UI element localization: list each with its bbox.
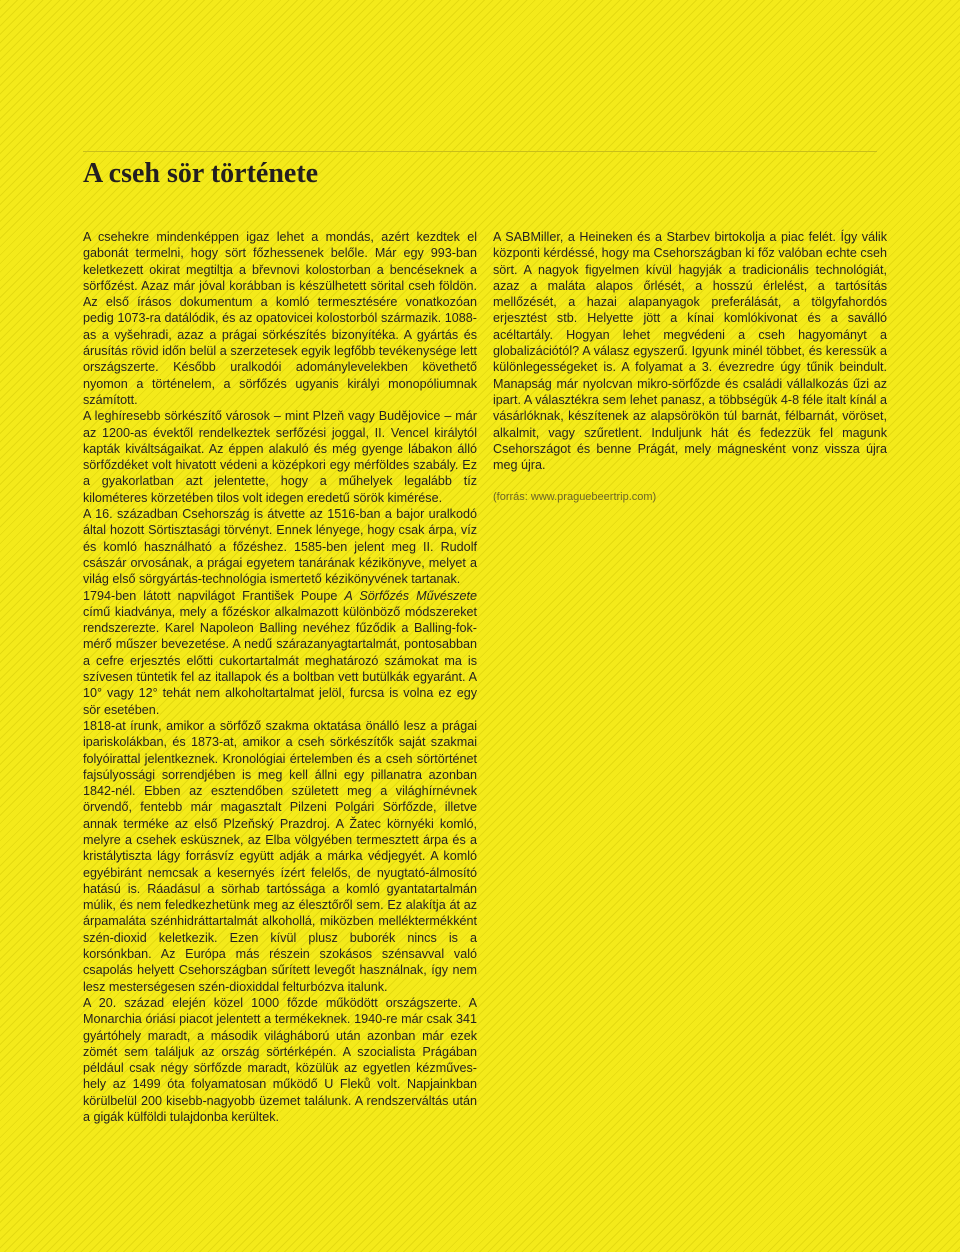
right-column bbox=[493, 229, 887, 506]
book-title: A Sörfőzés Művészete bbox=[344, 588, 477, 603]
paragraph-19th-century: 1818-at írunk, amikor a sörfőző szakma oktatása önálló lesz a prágai ipariskolákban, és 1873-at, amikor a cseh sörkészítők saját szakmai folyóirattal jelentkeznek. Kronológiai értelemben és a cseh sörtörténet fajsúlyossági sorrendjében is meg kell állni egy pillanatra azonban 1842-nél. Ebben az esztendőben született meg a világhírnévnek örvendő, fentebb már magasztalt Pilzeni Polgári Sörfőzde, illetve annak terméke az első Plzeňský Prazdroj. A Žatec környéki komló, melyre a csehek esküsznek, az Elba völgyében termesztett árpa és a kristálytiszta lágy forrásvíz együtt adják a márka védjegyét. A komló egyébiránt nemcsak a kesernyés ízért felelős, de nyugtató-álmosító hatású is. Ráadásul a sörhab tartóssága a komló gyantatartalmán múlik, és nem feledkezhetünk meg az élesztőről sem. Ez alakítja át az árpamaláta szénhidráttartalmát alkohollá, miközben melléktermékként szén-dioxid keletkezik. Ezen kívül plusz buborék nincs is a korsónkban. Az Európa más részein szokásos szénsavval való csapolás helyett Csehországban sűrített levegőt használnak, így nem lesz mesterségesen szén-dioxiddal felturbózva italunk. bbox=[83, 718, 477, 994]
page-title: A cseh sör története bbox=[83, 158, 319, 189]
left-column bbox=[83, 229, 477, 1125]
paragraph-market-today: A SABMiller, a Heineken és a Starbev birtokolja a piac felét. Így válik központi kérdéssé, hogy ma Csehországban ki főz valóban echte cseh sört. A nagyok figyelmen kívül hagyják a tradicionális technológiát, azaz a maláta alapos őrlését, a hosszú érlelést, a tartósítás mellőzését, a hazai alapanyagok preferálását, a tölgyfahordós erjesztést stb. Helyette jött a kínai komlókivonat és a saválló acéltartály. Hogyan lehet megvédeni a cseh hagyományt a globalizációtól? A válasz egyszerű. Igyunk minél többet, és keressük a különlegességeket is. A folyamat a 3. évezredre úgy tűnik beindult. Manapság már nyolcvan mikro-sörfőzde és családi vállalkozás űzi az ipart. A választékra sem lehet panasz, a többségük 4-8 féle italt kínál a vásárlóknak, készítenek az alapsörökön túl barnát, félbarnát, vöröset, alkalmit, vagy szűretlent. Induljunk hát és fedezzük fel magunk Csehországot és benne Prágát, mely mágnesként vonz vissza újra meg újra. bbox=[493, 230, 887, 473]
paragraph-1794 bbox=[83, 588, 477, 718]
p4-text-before: 1794-ben látott napvilágot František Poupe bbox=[83, 588, 345, 603]
paragraph-20th-century: A 20. század elején közel 1000 főzde működött országszerte. A Monarchia óriási piacot jelentett a termékeknek. 1940-re már csak 341 gyártóhely maradt, a második világháború után azonban már ezek zömét sem találjuk az ország sörtérképén. A szocialista Prágában például csak négy sörfőzde maradt, közülük az egyetlen kézműves-hely az 1499 óta folyamatosan működő U Fleků volt. Napjainkban körülbelül 200 kisebb-nagyobb üzemet találunk. A rendszerváltás után a gigák külföldi tulajdonba kerültek. bbox=[83, 995, 477, 1125]
p4-text-after: című kiadványa, mely a főzéskor alkalmazott különböző módszereket rendszerezte. Karel Napoleon Balling nevéhez fűződik a Balling-fok-mérő műszer bevezetése. A nedű szárazanyagtartalmát, pontosabban a cefre erjesztés előtti cukortartalmát meghatározó számokat ma is szívesen tüntetik fel az itallapok és a boltban vett butülkák egyaránt. A 10° vagy 12° tehát nem alkoholtartalmat jelöl, furcsa is volna ez egy sör esetében. bbox=[83, 604, 477, 717]
paragraph-brewing-towns: A leghíresebb sörkészítő városok – mint Plzeň vagy Budějovice – már az 1200-as évektől rendelkeztek serfőzési joggal, II. Vencel királytól kapták kiváltságaikat. Az éppen alakuló és még gyenge lábakon álló sörfőzdéket volt hivatott védeni a középkori egy mérföldes szabály. Ez a gyakorlatban azt jelentette, hogy a műhelyek legalább tíz kilométeres körzetében tilos volt idegen eredetű sörök kimérése. bbox=[83, 409, 477, 505]
source-credit: (forrás: www.praguebeertrip.com) bbox=[493, 491, 657, 504]
paragraph-early-history: A csehekre mindenképpen igaz lehet a mondás, azért kezdtek el gabonát termelni, hogy sört főzhessenek belőle. Már egy 993-ban keletkezett okirat megtiltja a břevnovi kolostorban a bencéseknek a sörfőzést. Azaz már jóval korábban is készülhetett sörital cseh földön. Az első írásos dokumentum a komló termesztésére vonatkozóan pedig 1073-ra datálódik, és az opatovicei kolostorból származik. 1088-as a vyšehradi, azaz a prágai sörkészítés bizonyítéka. A gyártás és árusítás rövid időn belül a szerzetesek egyik legfőbb tevékenysége lett országszerte. Később uralkodói adománylevelekben követhető nyomon a történelem, a sörfőzés ugyanis királyi monopóliumnak számított. bbox=[83, 230, 477, 407]
top-rule bbox=[83, 151, 877, 152]
paragraph-16th-century: A 16. században Csehország is átvette az 1516-ban a bajor uralkodó által hozott Sörtisztasági törvényt. Ennek lényege, hogy csak árpa, víz és komló használható a főzéshez. 1585-ben jelent meg II. Rudolf császár orvosának, a prágai egyetem tanárának kézikönyve, melyet a világ első sörgyártás-technológia ismertető kézikönyvének tartanak. bbox=[83, 507, 477, 587]
